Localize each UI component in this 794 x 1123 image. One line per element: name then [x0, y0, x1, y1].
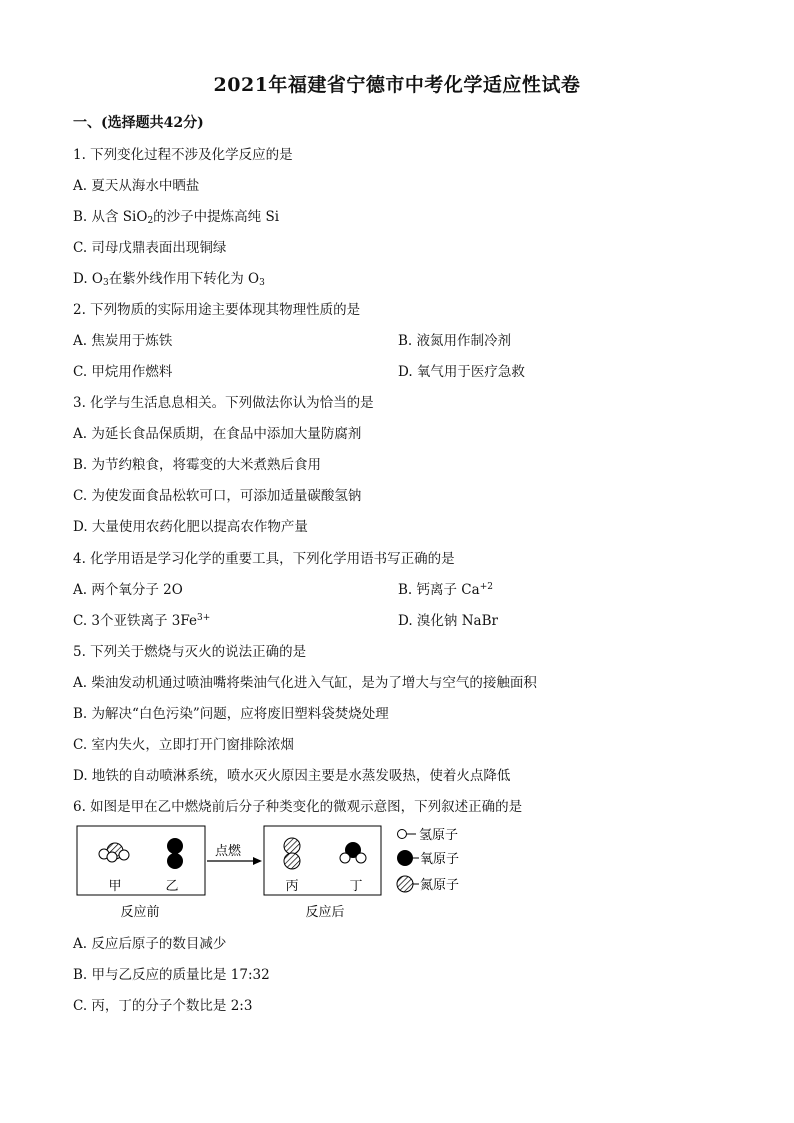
- q3-option-c: C. 为使发面食品松软可口，可添加适量碳酸氢钠: [73, 488, 362, 504]
- q1-option-c: C. 司母戊鼎表面出现铜绿: [73, 240, 227, 256]
- label-before: 反应前: [120, 905, 160, 920]
- label-yi: 乙: [165, 879, 179, 894]
- jia-molecule: [99, 843, 129, 862]
- q2-option-b: B. 液氮用作制冷剂: [398, 333, 512, 349]
- legend: [397, 828, 459, 893]
- section-heading: 一、(选择题共42分): [73, 115, 204, 131]
- q5-option-b: B. 为解决“白色污染”问题，应将废旧塑料袋焚烧处理: [73, 706, 389, 722]
- label-ding: 丁: [349, 879, 363, 894]
- q6-option-b: B. 甲与乙反应的质量比是 17:32: [73, 967, 270, 983]
- q2-option-c: C. 甲烷用作燃料: [73, 364, 173, 380]
- yi-molecule: [167, 838, 183, 869]
- q1-stem: 1. 下列变化过程不涉及化学反应的是: [73, 147, 293, 163]
- label-jia: 甲: [108, 879, 122, 894]
- q1-option-b: B. 从含 SiO$_2$的沙子中提炼高纯 Si: [73, 209, 280, 226]
- condition-label: 点燃: [214, 844, 242, 859]
- before-box: [77, 826, 205, 895]
- q4-option-c: C. 3个亚铁离子 $3Fe^{3+}$: [73, 613, 211, 629]
- q6-option-a: A. 反应后原子的数目减少: [73, 936, 227, 952]
- q5-option-a: A. 柴油发动机通过喷油嘴将柴油气化进入气缸，是为了增大与空气的接触面积: [73, 675, 537, 691]
- q3-option-a: A. 为延长食品保质期，在食品中添加大量防腐剂: [73, 426, 362, 442]
- q1-option-a: A. 夏天从海水中晒盐: [73, 178, 200, 194]
- q4-option-a: A. 两个氧分子 2O: [73, 582, 183, 598]
- ding-molecule: [340, 842, 366, 863]
- q2-option-a: A. 焦炭用于炼铁: [73, 333, 173, 349]
- q6-option-c: C. 丙，丁的分子个数比是 2:3: [73, 998, 253, 1014]
- q4-stem: 4. 化学用语是学习化学的重要工具，下列化学用语书写正确的是: [73, 551, 455, 567]
- legend-nitrogen: 氮原子: [420, 878, 460, 893]
- q5-stem: 5. 下列关于燃烧与灭火的说法正确的是: [73, 644, 307, 660]
- label-after: 反应后: [305, 905, 345, 920]
- label-bing: 丙: [285, 879, 299, 894]
- q2-stem: 2. 下列物质的实际用途主要体现其物理性质的是: [73, 302, 361, 318]
- q4-option-b: B. 钙离子 $Ca^{+2}$: [398, 582, 493, 598]
- q4-option-d: D. 溴化钠 NaBr: [398, 613, 498, 629]
- q3-option-b: B. 为节约粮食，将霉变的大米煮熟后食用: [73, 457, 322, 473]
- q3-option-d: D. 大量使用农药化肥以提高农作物产量: [73, 519, 308, 535]
- q6-stem: 6. 如图是甲在乙中燃烧前后分子种类变化的微观示意图，下列叙述正确的是: [73, 799, 523, 815]
- page-title: 2021年福建省宁德市中考化学适应性试卷: [213, 74, 581, 96]
- legend-oxygen: 氧原子: [420, 852, 460, 867]
- bing-molecule: [284, 838, 300, 869]
- q1-option-d: D. $O_3$在紫外线作用下转化为 $O_3$: [73, 271, 265, 288]
- legend-hydrogen: 氢原子: [419, 828, 459, 843]
- q5-option-c: C. 室内失火，立即打开门窗排除浓烟: [73, 737, 294, 753]
- q2-option-d: D. 氧气用于医疗急救: [398, 364, 525, 380]
- q5-option-d: D. 地铁的自动喷淋系统，喷水灭火原因主要是水蒸发吸热，使着火点降低: [73, 768, 511, 784]
- q3-stem: 3. 化学与生活息息相关。下列做法你认为恰当的是: [73, 395, 374, 411]
